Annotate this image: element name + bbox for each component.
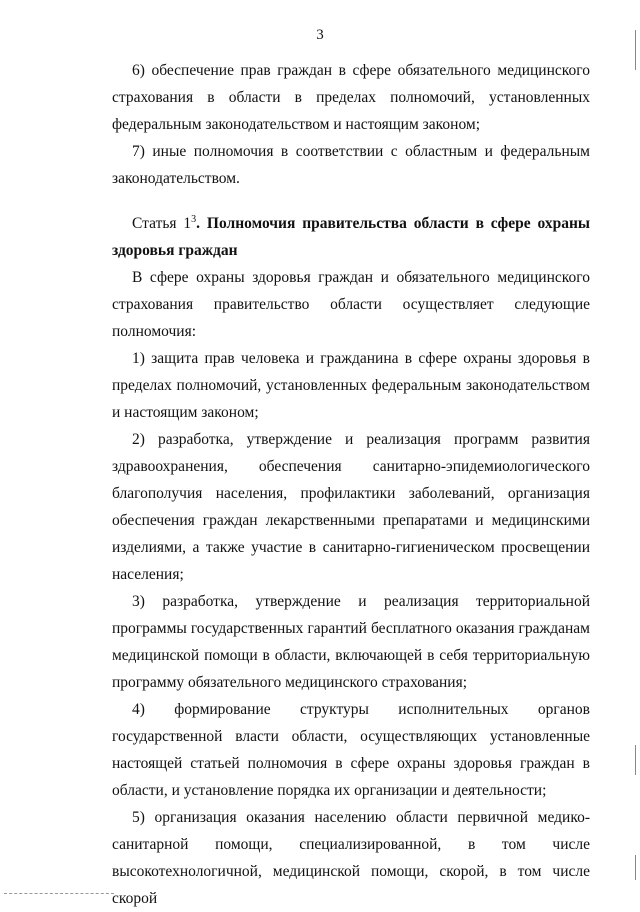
article-superscript: 3 — [191, 214, 197, 225]
document-body-top — [112, 57, 590, 192]
scan-edge-mark — [635, 855, 636, 880]
paragraph-item-2: 2) разработка, утверждение и реализация программ развития здравоохранения, обеспечения санитарно-эпидемиологического благополучия населения, профилактики заболеваний, организация обеспечения граждан лекарственными препаратами и медицинскими изделиями, а также участие в санитарно-гигиеническом просвещении населения; — [112, 431, 590, 583]
paragraph-item-1: 1) защита прав человека и гражданина в сфере охраны здоровья в пределах полномочий, установленных федеральным законодательством и настоящим законом; — [112, 350, 590, 421]
page-number: 3 — [316, 27, 324, 43]
scan-edge-mark — [635, 745, 636, 775]
scan-edge-mark — [635, 30, 636, 70]
article-title: . Полномочия правительства области в сфере охраны здоровья граждан — [112, 215, 590, 259]
paragraph-item-7: 7) иные полномочия в соответствии с областным и федеральным законодательством. — [112, 143, 590, 187]
scan-artifact-line — [4, 893, 114, 895]
article-block — [112, 210, 590, 912]
paragraph-item-3: 3) разработка, утверждение и реализация территориальной программы государственных гарантий бесплатного оказания гражданам медицинской помощи в области, включающей в себя территориальную программу обязательного медицинского страхования; — [112, 593, 590, 691]
paragraph-item-4: 4) формирование структуры исполнительных органов государственной власти области, осуществляющих установленные настоящей статьей полномочия в сфере охраны здоровья граждан в области, и установление порядка их организации и деятельности; — [112, 701, 590, 799]
article-label: Статья 1 — [132, 215, 192, 232]
paragraph-item-5: 5) организация оказания населению области первичной медико-санитарной помощи, специализированной, в том числе высокотехнологичной, медицинской помощи, скорой, в том числе скорой — [112, 809, 590, 907]
paragraph-item-6: 6) обеспечение прав граждан в сфере обязательного медицинского страхования в области в пределах полномочий, установленных федеральным законодательством и настоящим законом; — [112, 62, 590, 133]
article-heading — [112, 210, 590, 264]
paragraph-intro: В сфере охраны здоровья граждан и обязательного медицинского страхования правительство области осуществляет следующие полномочия: — [112, 269, 590, 340]
